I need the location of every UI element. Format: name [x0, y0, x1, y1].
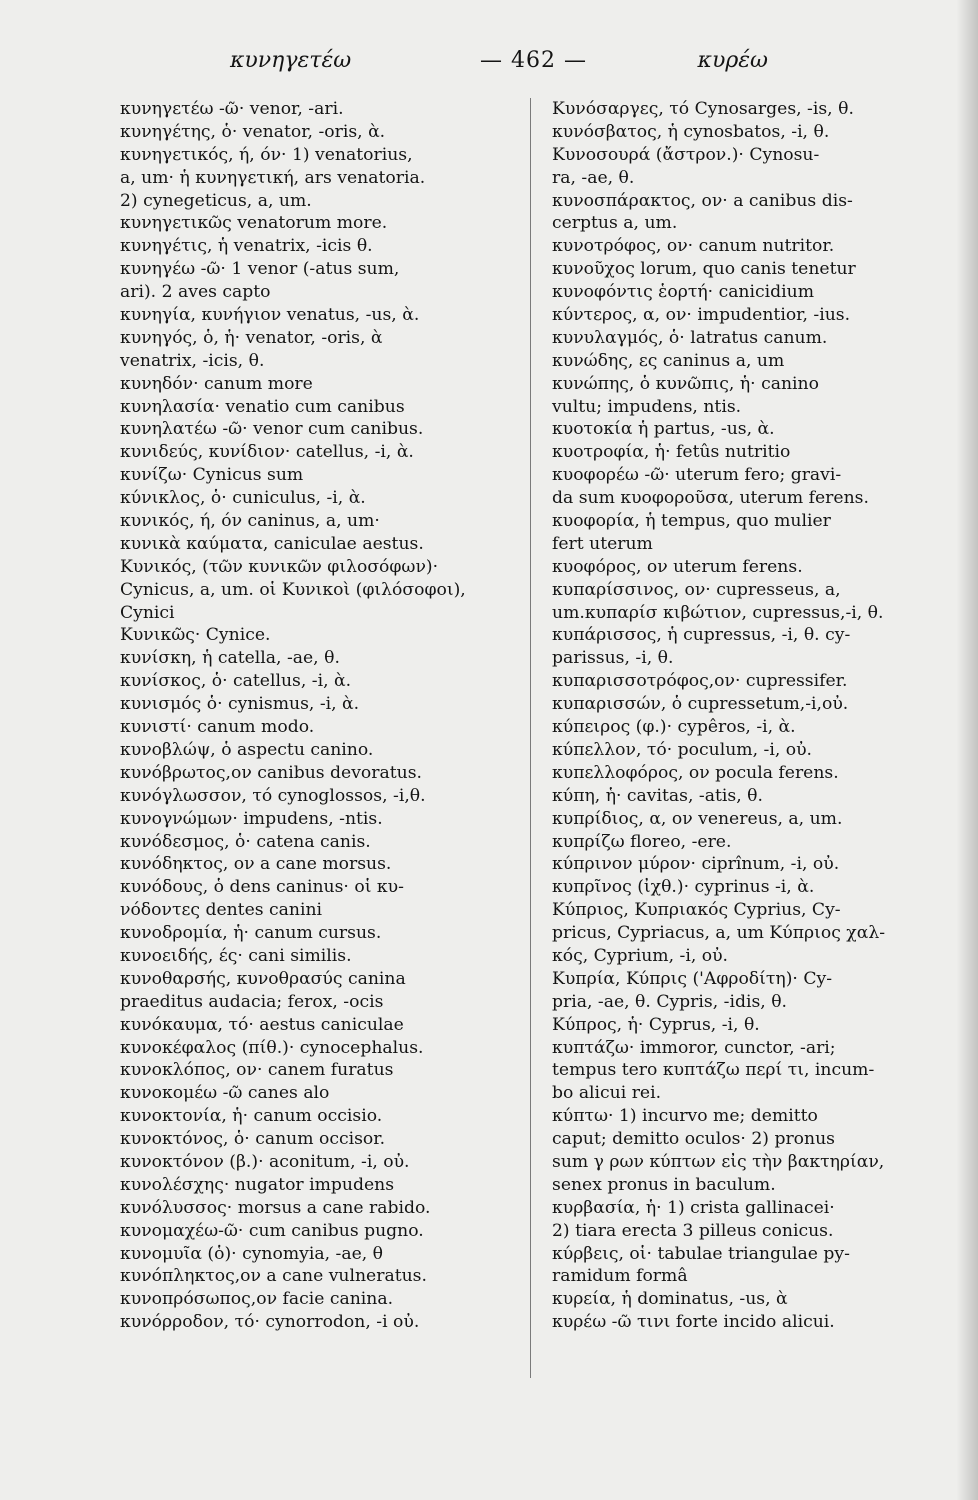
entry-line: κύντερος, α, ον· impudentior, -ius. — [552, 305, 851, 326]
entry-line: κύπελλον, τό· poculum, -i, οὐ. — [552, 739, 813, 760]
entry-line: κυνηδόν· canum more — [120, 373, 313, 394]
entry-line: vultu; impudens, ntis. — [552, 396, 742, 417]
entry-line: κυοτροφία, ἡ· fetûs nutritio — [552, 442, 791, 463]
header-left-guideword: κυνηγετέω — [230, 48, 352, 73]
entry-line: pria, -ae, θ. Cypris, -idis, θ. — [552, 991, 788, 1012]
entry-line: κυνόδους, ὁ dens caninus· οἱ κυ- — [120, 877, 404, 898]
entry-line: sum γ ρων κύπτων εἰς τὴν βακτηρίαν, — [552, 1151, 885, 1172]
page-edge-shadow — [956, 0, 978, 1500]
entry-line: κυπαρισσών, ὁ cupressetum,-i,οὐ. — [552, 694, 849, 715]
entry-line: tempus tero κυπτάζω περί τι, incum- — [552, 1060, 875, 1081]
entry-line: κυπτάζω· immoror, cunctor, -ari; — [552, 1037, 836, 1058]
entry-line: νόδοντες dentes canini — [120, 900, 323, 921]
page-number: — 462 — — [480, 48, 587, 73]
entry-line: κυνηγέτης, ὁ· venator, -oris, ὰ. — [120, 121, 386, 142]
column-divider — [530, 98, 531, 1378]
entry-line: κυνηγέτις, ἡ venatrix, -icis θ. — [120, 236, 373, 257]
entry-line: pricus, Cypriacus, a, um Κύπριος χαλ- — [552, 923, 886, 944]
entry-line: κυοφορέω -ῶ· uterum fero; gravi- — [552, 465, 842, 486]
entry-line: κύρβεις, οἱ· tabulae triangulae py- — [552, 1243, 850, 1264]
entry-line: κυνόδηκτος, ον a cane morsus. — [120, 854, 392, 875]
entry-line: caput; demitto oculos· 2) pronus — [552, 1129, 835, 1150]
entry-line: κυνοκτόνον (β.)· aconitum, -i, οὐ. — [120, 1151, 410, 1172]
entry-line: κυνοβλώψ, ὁ aspectu canino. — [120, 739, 374, 760]
entry-line: Κυνικός, (τῶν κυνικῶν φιλοσόφων)· — [120, 556, 439, 577]
entry-line: κυνηγετέω -ῶ· venor, -ari. — [120, 99, 344, 119]
entry-line: κυοτοκία ἡ partus, -us, ὰ. — [552, 419, 775, 440]
entry-line: κυπρίδιος, α, ον venereus, a, um. — [552, 808, 843, 829]
entry-line: 2) cynegeticus, a, um. — [120, 190, 312, 211]
entry-line: κυοφορία, ἡ tempus, quo mulier — [552, 511, 831, 532]
entry-line: κός, Cyprium, -i, οὐ. — [552, 945, 729, 966]
entry-line: κυνηλασία· venatio cum canibus — [120, 396, 405, 417]
entry-line: κυνιστί· canum modo. — [120, 717, 315, 738]
entry-line: κυνοπρόσωπος,ον facie canina. — [120, 1289, 394, 1310]
entry-line: κυνομαχέω-ῶ· cum canibus pugno. — [120, 1220, 424, 1241]
entry-line: κυπαρισσοτρόφος,ον· cupressifer. — [552, 671, 848, 692]
entry-line: κυνόρροδον, τό· cynorrodon, -i οὐ. — [120, 1312, 420, 1333]
entry-line: κυνηγετικῶς venatorum more. — [120, 213, 388, 234]
entry-line: Cynici — [120, 602, 175, 623]
entry-line: κύνικλος, ὁ· cuniculus, -i, ὰ. — [120, 488, 366, 509]
entry-line: ra, -ae, θ. — [552, 167, 635, 188]
entry-line: κυνίσκη, ἡ catella, -ae, θ. — [120, 648, 340, 669]
entry-line: um.κυπαρίσ κιβώτιον, cupressus,-i, θ. — [552, 602, 884, 623]
entry-line: κυνηγετικός, ή, όν· 1) venatorius, — [120, 144, 413, 165]
entry-line: cerptus a, um. — [552, 213, 678, 234]
entry-line: Κύπρος, ἡ· Cyprus, -i, θ. — [552, 1014, 760, 1035]
right-column — [552, 98, 952, 1398]
entry-line: Κυνικῶς· Cynice. — [120, 625, 271, 646]
entry-line: κυνοφόντις ἑορτή· canicidium — [552, 282, 814, 303]
entry-line: κυνηγέω -ῶ· 1 venor (-atus sum, — [120, 259, 400, 280]
entry-line: fert uterum — [552, 533, 653, 554]
page-header — [150, 40, 828, 80]
entry-line: κυνοκέφαλος (πίθ.)· cynocephalus. — [120, 1037, 424, 1058]
entry-line: κυνοκλόπος, ον· canem furatus — [120, 1060, 394, 1081]
entry-line: κυπάρισσος, ἡ cupressus, -i, θ. cy- — [552, 625, 851, 646]
entry-line: Κυνοσουρά (ἄστρον.)· Cynosu- — [552, 144, 820, 165]
entry-line: κυνοσπάρακτος, ον· a canibus dis- — [552, 190, 853, 211]
entry-line: κυνόγλωσσον, τό cynoglossos, -i,θ. — [120, 785, 426, 806]
entry-line: κυνίσκος, ὁ· catellus, -i, ὰ. — [120, 671, 352, 692]
entry-line: κυπρίζω floreo, -ere. — [552, 831, 732, 852]
entry-line: κυνόπληκτος,ον a cane vulneratus. — [120, 1266, 427, 1287]
entry-line: κυρεία, ἡ dominatus, -us, ὰ — [552, 1289, 788, 1310]
entry-line: venatrix, -icis, θ. — [120, 350, 265, 371]
entry-line: Κυνόσαργες, τό Cynosarges, -is, θ. — [552, 99, 854, 119]
entry-line: κυνόλυσσος· morsus a cane rabido. — [120, 1197, 431, 1218]
entry-line: κυνηγία, κυνήγιον venatus, -us, ὰ. — [120, 305, 420, 326]
entry-line: κύπη, ἡ· cavitas, -atis, θ. — [552, 785, 763, 806]
entry-line: κυνυλαγμός, ὁ· latratus canum. — [552, 327, 828, 348]
entry-line: κυνοκτονία, ἡ· canum occisio. — [120, 1106, 383, 1127]
entry-line: κυπαρίσσινος, ον· cupresseus, a, — [552, 579, 841, 600]
entry-line: κύπρινον μύρον· ciprînum, -i, οὐ. — [552, 854, 840, 875]
entry-line: Κύπριος, Κυπριακός Cyprius, Cy- — [552, 900, 841, 921]
entry-line: κυνώπης, ὁ κυνῶπις, ἡ· canino — [552, 373, 819, 394]
entry-line: ari). 2 aves capto — [120, 282, 271, 303]
entry-line: κυνοῦχος lorum, quo canis tenetur — [552, 259, 856, 280]
entry-line: κυνομυῖα (ὁ)· cynomyia, -ae, θ — [120, 1243, 384, 1264]
entry-line: praeditus audacia; ferox, -ocis — [120, 991, 384, 1012]
entry-line: κυνόσβατος, ἡ cynosbatos, -i, θ. — [552, 121, 830, 142]
entry-line: κυνοδρομία, ἡ· canum cursus. — [120, 923, 382, 944]
entry-line: κυρβασία, ἡ· 1) crista gallinacei· — [552, 1197, 835, 1218]
entry-line: κυπελλοφόρος, ον pocula ferens. — [552, 762, 839, 783]
entry-line: κυοφόρος, ον uterum ferens. — [552, 556, 803, 577]
entry-line: κύπειρος (φ.)· cypêros, -i, ὰ. — [552, 717, 796, 738]
entry-line: κυρέω -ῶ τινι forte incido alicui. — [552, 1312, 835, 1333]
entry-line: κυνηλατέω -ῶ· venor cum canibus. — [120, 419, 424, 440]
entry-line: κυνοκομέω -ῶ canes alo — [120, 1083, 330, 1104]
entry-line: κυνηγός, ὁ, ἡ· venator, -oris, ὰ — [120, 327, 383, 348]
entry-line: κυνοκτόνος, ὁ· canum occisor. — [120, 1129, 386, 1150]
entry-line: κυνόβρωτος,ον canibus devoratus. — [120, 762, 422, 783]
entry-line: κυνοτρόφος, ον· canum nutritor. — [552, 236, 835, 257]
entry-line: κυνιδεύς, κυνίδιον· catellus, -i, ὰ. — [120, 442, 414, 463]
entry-line: κυνισμός ὁ· cynismus, -i, ὰ. — [120, 694, 360, 715]
entry-line: κυνολέσχης· nugator impudens — [120, 1174, 395, 1195]
entry-line: Κυπρία, Κύπρις ('Αφροδίτη)· Cy- — [552, 968, 833, 989]
entry-line: κυνίζω· Cynicus sum — [120, 465, 304, 486]
entry-line: κυνοειδής, ές· cani similis. — [120, 945, 352, 966]
entry-line: κυπρῖνος (ἰχθ.)· cyprinus -i, ὰ. — [552, 877, 815, 898]
entry-line: κυνόκαυμα, τό· aestus caniculae — [120, 1014, 404, 1035]
entry-line: κυνώδης, ες caninus a, um — [552, 350, 785, 371]
left-column — [120, 98, 520, 1398]
entry-line: parissus, -i, θ. — [552, 648, 674, 669]
entry-line: κύπτω· 1) incurvo me; demitto — [552, 1106, 818, 1127]
entry-line: κυνοθαρσής, κυνοθρασύς canina — [120, 968, 406, 989]
header-right-guideword: κυρέω — [697, 48, 768, 73]
entry-line: bo alicui rei. — [552, 1083, 662, 1104]
entry-line: a, um· ἡ κυνηγετική, ars venatoria. — [120, 167, 426, 188]
entry-line: da sum κυοφοροῦσα, uterum ferens. — [552, 488, 869, 509]
entry-line: 2) tiara erecta 3 pilleus conicus. — [552, 1220, 834, 1241]
entry-line: κυνικὰ καύματα, caniculae aestus. — [120, 533, 424, 554]
entry-line: ramidum formâ — [552, 1266, 688, 1287]
entry-line: κυνικός, ή, όν caninus, a, um· — [120, 511, 380, 532]
entry-line: κυνογνώμων· impudens, -ntis. — [120, 808, 383, 829]
entry-line: κυνόδεσμος, ὁ· catena canis. — [120, 831, 371, 852]
entry-line: senex pronus in baculum. — [552, 1174, 776, 1195]
entry-line: Cynicus, a, um. οἱ Κυνικοὶ (φιλόσοφοι), — [120, 579, 466, 600]
